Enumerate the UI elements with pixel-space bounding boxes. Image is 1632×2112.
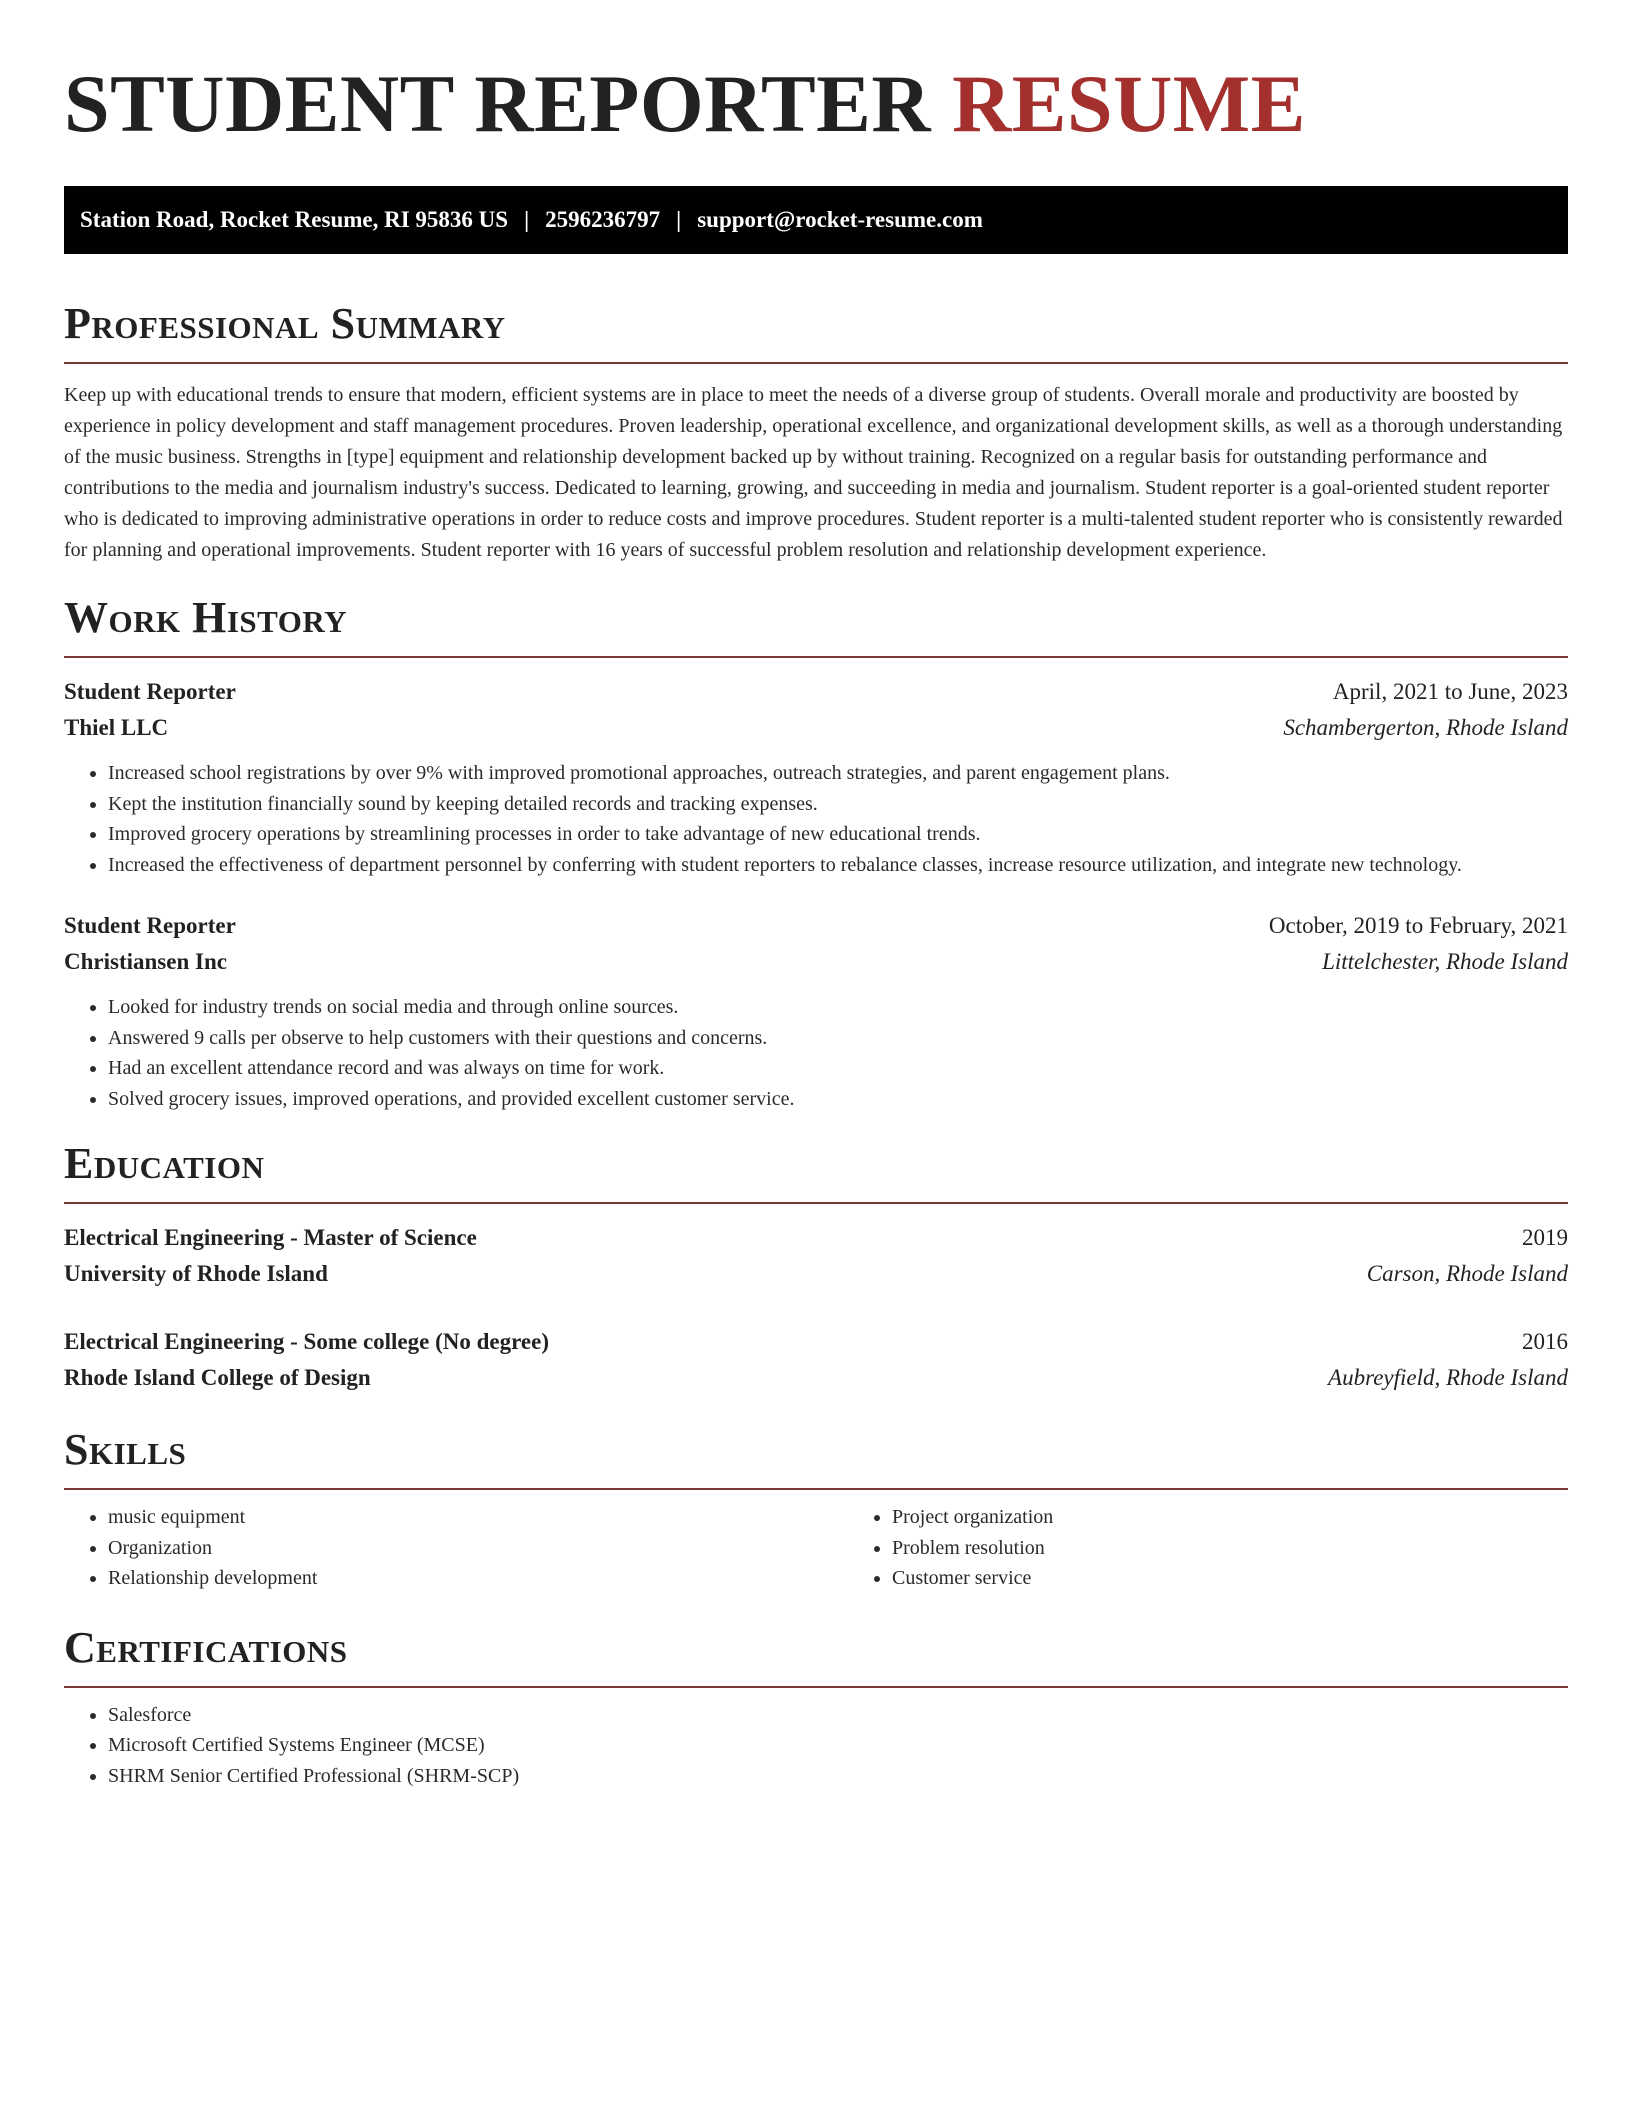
contact-phone: 2596236797 xyxy=(545,207,661,232)
education-location: Carson, Rhode Island xyxy=(1366,1261,1568,1286)
list-item: • Looked for industry trends on social media and through online sources. xyxy=(108,992,1568,1023)
education-entry xyxy=(64,1220,1568,1292)
job-location: Schambergerton, Rhode Island xyxy=(1283,715,1568,740)
job-header-row xyxy=(64,908,1568,944)
section-divider xyxy=(64,1488,1568,1490)
education-school-row xyxy=(64,1360,1568,1396)
certifications-list xyxy=(64,1700,1568,1792)
education-school-row xyxy=(64,1256,1568,1292)
skills-section xyxy=(64,1424,1568,1594)
section-divider xyxy=(64,656,1568,658)
list-item: • Increased school registrations by over 9% with improved promotional approaches, outreach strategies, and parent engagement plans. xyxy=(108,758,1568,789)
work-history-section xyxy=(64,592,1568,1114)
summary-section xyxy=(64,298,1568,566)
list-item: • Kept the institution financially sound by keeping detailed records and tracking expenses. xyxy=(108,789,1568,820)
list-item: • Relationship development xyxy=(108,1563,848,1594)
list-item: • Customer service xyxy=(892,1563,1632,1594)
summary-heading: Professional Summary xyxy=(64,299,506,348)
summary-text: Keep up with educational trends to ensure that modern, efficient systems are in place to meet the needs of a diverse group of students. Overall morale and productivity are boosted by experience in policy development and staff management procedures. Proven leadership, operational excellence, and organizational development skills, as well as a thorough understanding of the music business. Strengths in [type] equipment and relationship development backed up by without training. Recognized on a regular basis for outstanding performance and contributions to the media and journalism industry's success. Dedicated to learning, growing, and succeeding in media and journalism. Student reporter is a goal-oriented student reporter who is dedicated to improving administrative operations in order to reduce costs and improve procedures. Student reporter is a multi-talented student reporter who is consistently rewarded for planning and operational improvements. Student reporter with 16 years of successful problem resolution and relationship development experience. xyxy=(64,384,1563,561)
job-title: Student Reporter xyxy=(64,913,236,938)
list-item: • Organization xyxy=(108,1533,848,1564)
job-dates: October, 2019 to February, 2021 xyxy=(1268,913,1568,938)
contact-address: Station Road, Rocket Resume, RI 95836 US xyxy=(80,207,509,232)
list-item: • Answered 9 calls per observe to help customers with their questions and concerns. xyxy=(108,1023,1568,1054)
skills-heading: Skills xyxy=(64,1425,187,1474)
education-year: 2016 xyxy=(1522,1329,1568,1354)
education-degree: Electrical Engineering - Master of Science xyxy=(64,1225,477,1250)
contact-bar xyxy=(64,186,1568,254)
list-item: • Project organization xyxy=(892,1502,1632,1533)
section-divider xyxy=(64,1686,1568,1688)
resume-title xyxy=(64,56,1568,152)
work-history-heading: Work History xyxy=(64,593,348,642)
job-company-row xyxy=(64,944,1568,980)
list-item: • Salesforce xyxy=(108,1700,1568,1731)
section-divider xyxy=(64,362,1568,364)
list-item: • Problem resolution xyxy=(892,1533,1632,1564)
title-main: STUDENT REPORTER xyxy=(64,58,932,149)
skills-list-right xyxy=(848,1502,1632,1594)
education-heading: Education xyxy=(64,1139,265,1188)
skills-list-left xyxy=(64,1502,848,1594)
title-accent: RESUME xyxy=(952,58,1306,149)
education-school: University of Rhode Island xyxy=(64,1261,328,1286)
education-degree-row xyxy=(64,1220,1568,1256)
education-location: Aubreyfield, Rhode Island xyxy=(1328,1365,1568,1390)
job-dates: April, 2021 to June, 2023 xyxy=(1332,679,1568,704)
certifications-section xyxy=(64,1622,1568,1792)
education-degree-row xyxy=(64,1324,1568,1360)
job-entry xyxy=(64,674,1568,880)
job-bullets xyxy=(64,992,1568,1114)
contact-separator: | xyxy=(676,207,682,232)
list-item: • music equipment xyxy=(108,1502,848,1533)
contact-email[interactable]: support@rocket-resume.com xyxy=(697,207,983,232)
education-degree: Electrical Engineering - Some college (No degree) xyxy=(64,1329,549,1354)
job-company: Thiel LLC xyxy=(64,715,169,740)
section-divider xyxy=(64,1202,1568,1204)
contact-separator: | xyxy=(524,207,530,232)
job-company: Christiansen Inc xyxy=(64,949,227,974)
skills-columns xyxy=(64,1502,1568,1594)
list-item: • Solved grocery issues, improved operations, and provided excellent customer service. xyxy=(108,1084,1568,1115)
job-company-row xyxy=(64,710,1568,746)
list-item: • Improved grocery operations by streamlining processes in order to take advantage of new educational trends. xyxy=(108,819,1568,850)
education-section xyxy=(64,1138,1568,1396)
education-year: 2019 xyxy=(1522,1225,1568,1250)
certifications-heading: Certifications xyxy=(64,1622,348,1672)
job-entry xyxy=(64,908,1568,1114)
job-location: Littelchester, Rhode Island xyxy=(1322,949,1568,974)
job-title: Student Reporter xyxy=(64,679,236,704)
job-header-row xyxy=(64,674,1568,710)
list-item: • Increased the effectiveness of department personnel by conferring with student reporters to rebalance classes, increase resource utilization, and integrate new technology. xyxy=(108,850,1568,881)
education-entry xyxy=(64,1324,1568,1396)
list-item: • SHRM Senior Certified Professional (SHRM-SCP) xyxy=(108,1761,1568,1792)
list-item: • Had an excellent attendance record and was always on time for work. xyxy=(108,1053,1568,1084)
job-bullets xyxy=(64,758,1568,880)
list-item: • Microsoft Certified Systems Engineer (MCSE) xyxy=(108,1730,1568,1761)
education-school: Rhode Island College of Design xyxy=(64,1365,371,1390)
